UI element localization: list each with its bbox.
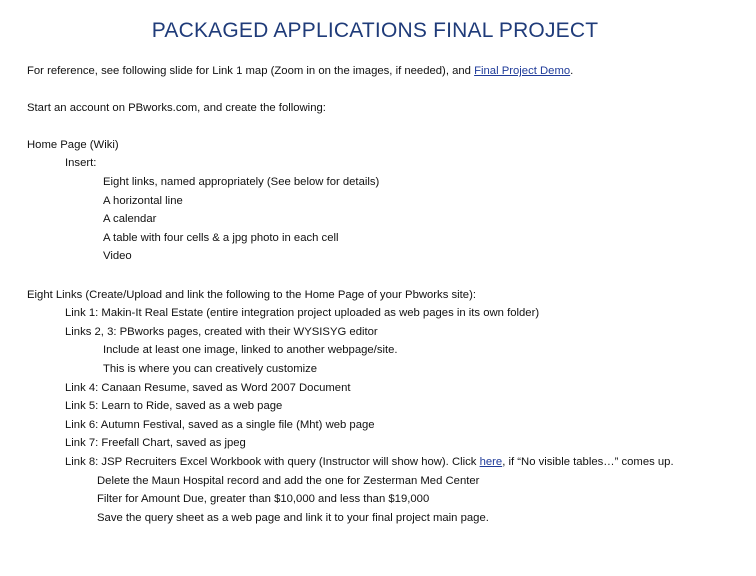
link-8-description [65,455,674,469]
intro-text: For reference, see following slide for Link 1 map (Zoom in on the images, if needed), and [27,65,475,77]
intro-suffix: . [570,65,574,77]
link-8-suffix: , if “No visible tables…” comes up. [502,456,674,468]
home-page-item: Eight links, named appropriately (See below for details) [103,176,380,188]
intro-paragraph [27,64,573,78]
link-5-description: Link 5: Learn to Ride, saved as a web page [65,400,283,412]
link-4-description: Link 4: Canaan Resume, saved as Word 2007 Document [65,382,351,394]
link-8-text: Link 8: JSP Recruiters Excel Workbook with query (Instructor will show how). Click [65,456,480,468]
link-7-description: Link 7: Freefall Chart, saved as jpeg [65,437,246,449]
link-8-note: Delete the Maun Hospital record and add the one for Zesterman Med Center [97,475,480,487]
link-6-description: Link 6: Autumn Festival, saved as a single file (Mht) web page [65,419,375,431]
link-8-note: Filter for Amount Due, greater than $10,000 and less than $19,000 [97,493,430,505]
home-page-item: Video [103,250,132,262]
links-2-3-note: This is where you can creatively customize [103,363,318,375]
links-2-3-description: Links 2, 3: PBworks pages, created with their WYSISYG editor [65,326,378,338]
insert-label: Insert: [65,157,97,169]
final-project-demo-link[interactable]: Final Project Demo [474,65,571,77]
home-page-heading: Home Page (Wiki) [27,139,119,151]
link-8-note: Save the query sheet as a web page and link it to your final project main page. [97,512,489,524]
links-2-3-note: Include at least one image, linked to another webpage/site. [103,344,398,356]
home-page-item: A horizontal line [103,195,183,207]
here-link[interactable]: here [479,456,503,468]
home-page-item: A calendar [103,213,157,225]
start-instruction: Start an account on PBworks.com, and create the following: [27,102,326,114]
home-page-item: A table with four cells & a jpg photo in each cell [103,232,339,244]
page-title: PACKAGED APPLICATIONS FINAL PROJECT [151,19,599,42]
link-1-description: Link 1: Makin-It Real Estate (entire integration project uploaded as web pages in its own folder) [65,307,540,319]
eight-links-heading: Eight Links (Create/Upload and link the following to the Home Page of your Pbworks site): [27,289,476,301]
